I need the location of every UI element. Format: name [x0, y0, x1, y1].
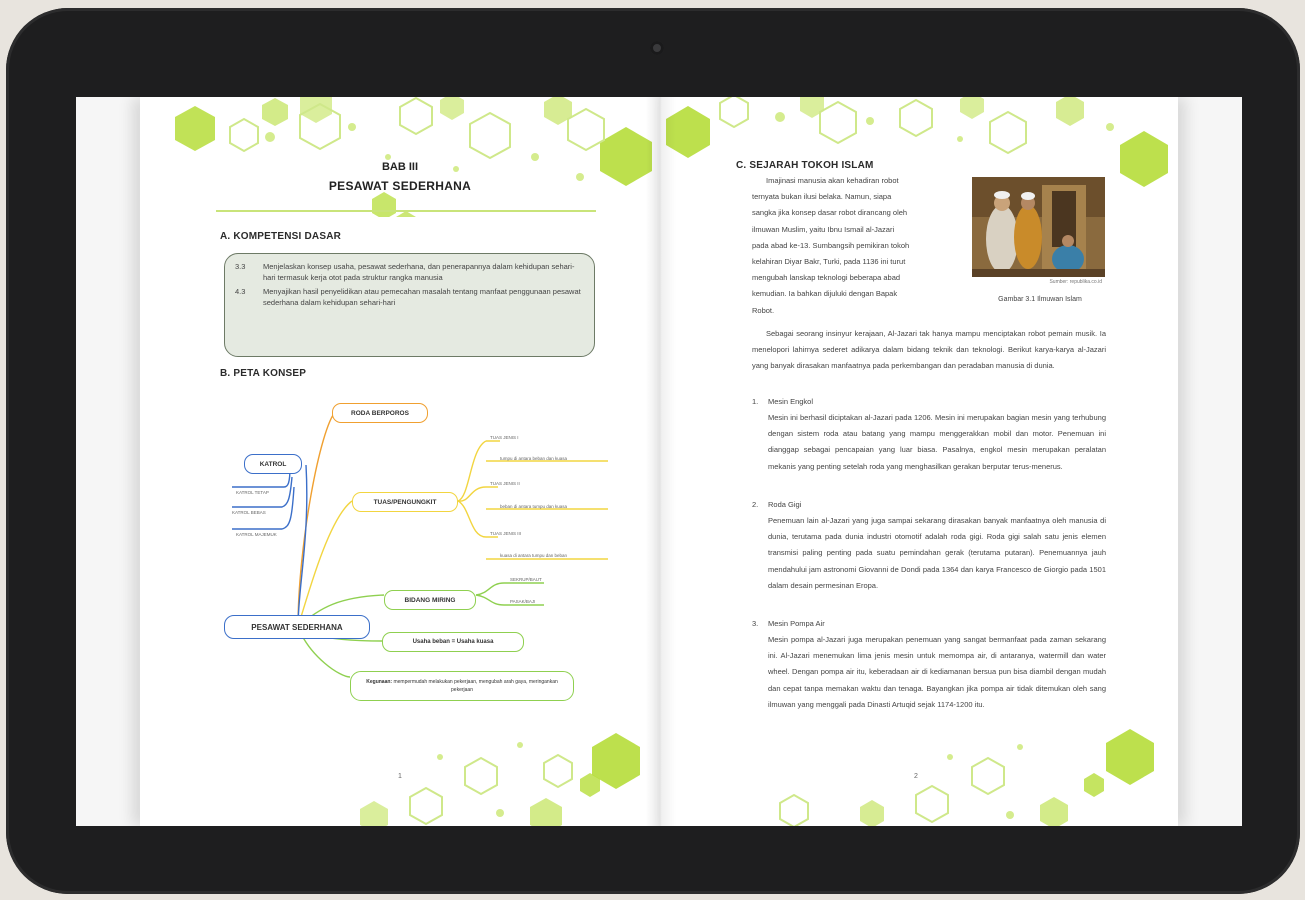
paragraph-2: Sebagai seorang insinyur kerajaan, Al-Jazari tak hanya mampu menciptakan robot pemain musik. Ia menelopori lahirnya sederet adikarya dalam bidang teknik dan teknologi. Berikut karya-karya al-Jazari yang banyak dirasakan manfaatnya pada perkembangan dan peradaban manusia di dunia. [752, 329, 1106, 371]
list-title: Roda Gigi [768, 500, 802, 509]
book-page-right [660, 97, 1178, 826]
mindmap-node-kegunaan [350, 671, 574, 701]
photo-source: Sumber: republika.co.id [1049, 279, 1102, 285]
list-text: Mesin ini berhasil diciptakan al-Jazari pada 1206. Mesin ini merupakan bagian mesin yang terhubung dengan sistem roda atau batang yang mampu menggerakkan mobil dan motor. Penemuan ini dianggap sebagai pencapaian yang luar biasa. Pasalnya, engkol mesin merupakan peralatan mekanis yang penting setelah roda yang menghasilkan gerakan berputar terus-menerus. [768, 413, 1106, 471]
kd-text: Menjelaskan konsep usaha, pesawat sederhana, dan penerapannya dalam kehidupan sehari-hari termasuk kerja otot pada struktur rangka manusia [263, 262, 575, 282]
kd-item [235, 261, 584, 283]
text-line: kelahiran Diyar Bakr, Turki, pada 1136 ini turut [752, 257, 906, 267]
text-line: sangka jika konsep dasar robot dirancang oleh [752, 208, 908, 218]
mindmap-leaf: PASAK/BAJI [510, 599, 536, 604]
hexagon-decoration-bottom-left [140, 717, 660, 826]
section-heading-sejarah: C. SEJARAH TOKOH ISLAM [736, 160, 874, 171]
kegunaan-label: Kegunaan: [366, 679, 393, 685]
text-line: pada abad ke-13. Sumbangsih pemikiran tokoh [752, 240, 910, 250]
mindmap-leaf: KATROL MAJEMUK [236, 532, 277, 537]
text-line: kemudian. Ia bahkan dijuluki dengan Bapak [752, 289, 898, 299]
mindmap-leaf: TUAS JENIS II [490, 481, 520, 486]
text-line: mengubah lanskap teknologi beberapa abad [752, 273, 901, 283]
kd-number: 3.3 [235, 262, 246, 271]
text-line: ilmuwan Muslim, yaitu Ibnu Ismail al-Jazari [752, 224, 895, 234]
text-line: Imajinasi manusia akan kehadiran robot [766, 176, 899, 185]
list-title: Mesin Pompa Air [768, 619, 825, 628]
page-number-left: 1 [398, 773, 402, 780]
mindmap-leaf: TUAS JENIS III [490, 531, 522, 536]
list-number: 1. [752, 397, 759, 406]
title-divider [216, 210, 596, 212]
kd-number: 4.3 [235, 287, 246, 296]
chapter-title: PESAWAT SEDERHANA [328, 179, 472, 193]
section-heading-kompetensi: A. KOMPETENSI DASAR [220, 231, 342, 242]
book-page-left [140, 97, 660, 826]
list-title: Mesin Engkol [768, 397, 814, 406]
list-text: Penemuan lain al-Jazari yang juga sampai sekarang dirasakan banyak manfaatnya oleh manusia di dunia, terutama pada dunia industri otomotif adalah roda gigi. Roda gigi salah satu jenis elemen transmisi paling penting pada suatu pemindahan gerak (terutama putaran). Penemuannya jauh mendahului jam astronomi Giovanni de Dondi pada 1364 dan karya Francesco de Giorgio pada 1501 dalam desain permesinan Eropa. [768, 516, 1106, 590]
page-number-right: 2 [914, 773, 918, 780]
intro-paragraph [752, 173, 962, 319]
mindmap-leaf: tumpu di antara beban dan kuasa [500, 456, 568, 461]
ilmuwan-islam-photo [972, 177, 1105, 277]
mindmap-connectors [140, 387, 660, 707]
kompetensi-dasar-box [224, 253, 595, 357]
mindmap-leaf: TUAS JENIS I [490, 435, 519, 440]
photo-caption: Gambar 3.1 Ilmuwan Islam [998, 296, 1082, 303]
mindmap-leaf: kuasa di antara tumpu dan beban [500, 553, 568, 558]
mindmap-leaf: KATROL BEBAS [232, 510, 266, 515]
list-text: Mesin pompa al-Jazari juga merupakan penemuan yang sangat bermanfaat pada zaman sekarang ini. Al-Jazari menemukan lima jenis mesin untuk memompa air, di antaranya, watermill dan water wheel. Dengan pompa air itu, keberadaan air di kediamanan bersua pun bisa diambil dengan mudah dan cepat tanpa memakan waktu dan tenaga. Bayangkan jika pompa air tidak ditemukan oleh sang ilmuwan yang menggali pada Dinasti Artuqid sejak 1174-1200 itu. [768, 635, 1106, 709]
text-line: Robot. [752, 305, 775, 315]
mindmap-node-tuas: TUAS/PENGUNGKIT [352, 492, 458, 512]
hexagon-decoration-bottom-right [660, 717, 1178, 826]
kegunaan-text: mempermudah melakukan pekerjaan, mengubah arah gaya, meringankan pekerjaan [393, 679, 558, 693]
list-number: 2. [752, 500, 759, 509]
kd-text: Menyajikan hasil penyelidikan atau pemecahan masalah tentang manfaat penggunaan pesawat sederhana dalam kehidupan sehari-hari [263, 287, 581, 307]
chapter-number: BAB III [381, 161, 419, 173]
tablet-frame [6, 8, 1300, 894]
mindmap-leaf: beban di antara tumpu dan kuasa [500, 504, 568, 509]
book-gutter-shadow [646, 97, 676, 826]
mindmap-center-node: PESAWAT SEDERHANA [224, 615, 370, 639]
section-heading-peta-konsep: B. PETA KONSEP [220, 368, 307, 379]
camera-icon [650, 41, 664, 55]
mindmap-node-bidang: BIDANG MIRING [384, 590, 476, 610]
mindmap-node-usaha: Usaha beban = Usaha kuasa [382, 632, 524, 652]
kd-item [235, 286, 584, 308]
tablet-screen [76, 97, 1242, 826]
mindmap-leaf: SEKRUP/BAUT [510, 577, 542, 582]
list-number: 3. [752, 619, 759, 628]
text-line: ternyata bukan ilusi belaka. Namun, siapa [752, 192, 892, 202]
mindmap-leaf: KATROL TETAP [236, 490, 269, 495]
mindmap-node-roda: RODA BERPOROS [332, 403, 428, 423]
mindmap-node-katrol: KATROL [244, 454, 302, 474]
hexagon-decoration-top-left [140, 97, 660, 217]
